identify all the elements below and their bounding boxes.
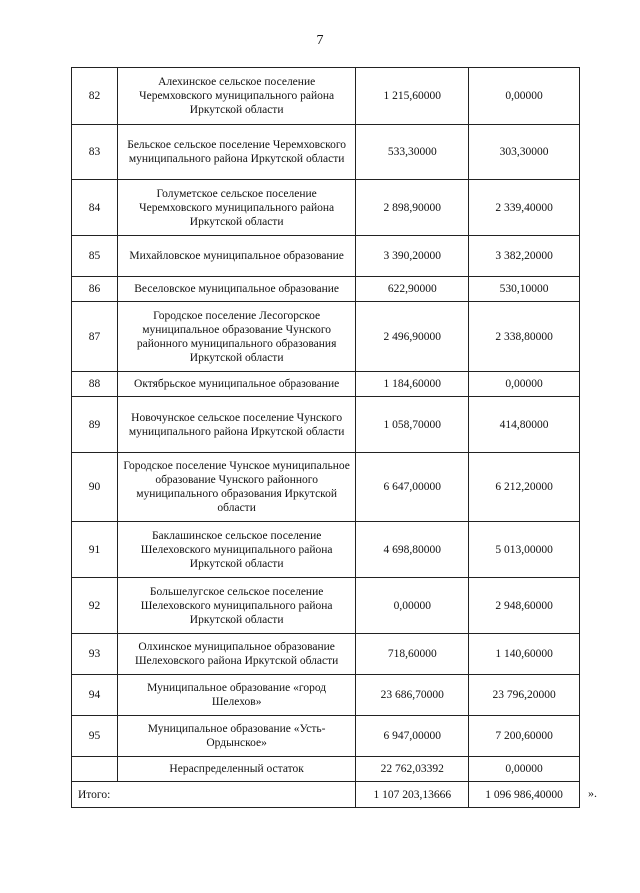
amount-first: 1 215,60000 — [356, 68, 469, 125]
page-number: 7 — [316, 33, 324, 48]
row-number: 92 — [72, 578, 118, 634]
municipality-name: Большелугское сельское поселение Шелеховского муниципального района Иркутской области — [117, 578, 355, 634]
municipality-name: Веселовское муниципальное образование — [117, 277, 355, 302]
amount-second: 1 140,60000 — [469, 634, 580, 675]
closing-quote-mark: ». — [588, 786, 597, 800]
amount-second: 0,00000 — [469, 757, 580, 782]
amount-first: 2 496,90000 — [356, 302, 469, 372]
row-number: 82 — [72, 68, 118, 125]
total-amount-first: 1 107 203,13666 — [356, 782, 469, 808]
row-number: 90 — [72, 453, 118, 522]
total-label: Итого: — [72, 782, 356, 808]
row-number: 93 — [72, 634, 118, 675]
row-number: 86 — [72, 277, 118, 302]
table-row — [72, 125, 580, 180]
amount-second: 7 200,60000 — [469, 716, 580, 757]
municipality-name: Городское поселение Чунское муниципальное образование Чунского районного муниципального образования Иркутской области — [117, 453, 355, 522]
municipality-name: Муниципальное образование «Усть-Ордынское» — [117, 716, 355, 757]
row-number: 89 — [72, 397, 118, 453]
table-row — [72, 397, 580, 453]
table-row — [72, 675, 580, 716]
amount-first: 3 390,20000 — [356, 236, 469, 277]
amount-first: 0,00000 — [356, 578, 469, 634]
total-row — [72, 782, 580, 808]
amount-second: 23 796,20000 — [469, 675, 580, 716]
total-amount-second: 1 096 986,40000 — [469, 782, 580, 808]
row-number: 85 — [72, 236, 118, 277]
amount-second: 0,00000 — [469, 372, 580, 397]
amount-first: 4 698,80000 — [356, 522, 469, 578]
municipality-name: Бельское сельское поселение Черемховского муниципального района Иркутской области — [117, 125, 355, 180]
row-number: 91 — [72, 522, 118, 578]
amount-first: 622,90000 — [356, 277, 469, 302]
amount-second: 2 338,80000 — [469, 302, 580, 372]
municipality-name: Новочунское сельское поселение Чунского муниципального района Иркутской области — [117, 397, 355, 453]
municipality-name: Октябрьское муниципальное образование — [117, 372, 355, 397]
municipality-name: Нераспределенный остаток — [117, 757, 355, 782]
table-row — [72, 236, 580, 277]
amount-first: 6 647,00000 — [356, 453, 469, 522]
table-row — [72, 372, 580, 397]
table-row — [72, 578, 580, 634]
row-number: 95 — [72, 716, 118, 757]
amount-first: 1 184,60000 — [356, 372, 469, 397]
row-number — [72, 757, 118, 782]
row-number: 84 — [72, 180, 118, 236]
amount-second: 414,80000 — [469, 397, 580, 453]
municipality-name: Алехинское сельское поселение Черемховского муниципального района Иркутской области — [117, 68, 355, 125]
table-row — [72, 68, 580, 125]
amount-second: 2 339,40000 — [469, 180, 580, 236]
amount-first: 22 762,03392 — [356, 757, 469, 782]
table-row — [72, 522, 580, 578]
amount-first: 718,60000 — [356, 634, 469, 675]
amount-first: 533,30000 — [356, 125, 469, 180]
amount-first: 1 058,70000 — [356, 397, 469, 453]
amount-second: 3 382,20000 — [469, 236, 580, 277]
municipality-name: Городское поселение Лесогорское муниципальное образование Чунского районного муниципального образования Иркутской области — [117, 302, 355, 372]
amount-second: 6 212,20000 — [469, 453, 580, 522]
row-number: 94 — [72, 675, 118, 716]
amount-second: 303,30000 — [469, 125, 580, 180]
amount-second: 530,10000 — [469, 277, 580, 302]
budget-table — [71, 67, 580, 808]
amount-first: 6 947,00000 — [356, 716, 469, 757]
row-number: 83 — [72, 125, 118, 180]
table-row — [72, 757, 580, 782]
municipality-name: Олхинское муниципальное образование Шелеховского района Иркутской области — [117, 634, 355, 675]
amount-second: 2 948,60000 — [469, 578, 580, 634]
table-row — [72, 302, 580, 372]
amount-first: 23 686,70000 — [356, 675, 469, 716]
municipality-name: Голуметское сельское поселение Черемховского муниципального района Иркутской области — [117, 180, 355, 236]
table-row — [72, 453, 580, 522]
amount-second: 5 013,00000 — [469, 522, 580, 578]
amount-first: 2 898,90000 — [356, 180, 469, 236]
row-number: 87 — [72, 302, 118, 372]
amount-second: 0,00000 — [469, 68, 580, 125]
municipality-name: Муниципальное образование «город Шелехов» — [117, 675, 355, 716]
table-row — [72, 180, 580, 236]
table-row — [72, 277, 580, 302]
municipality-name: Михайловское муниципальное образование — [117, 236, 355, 277]
municipality-name: Баклашинское сельское поселение Шелеховского муниципального района Иркутской области — [117, 522, 355, 578]
row-number: 88 — [72, 372, 118, 397]
table-row — [72, 634, 580, 675]
table-row — [72, 716, 580, 757]
